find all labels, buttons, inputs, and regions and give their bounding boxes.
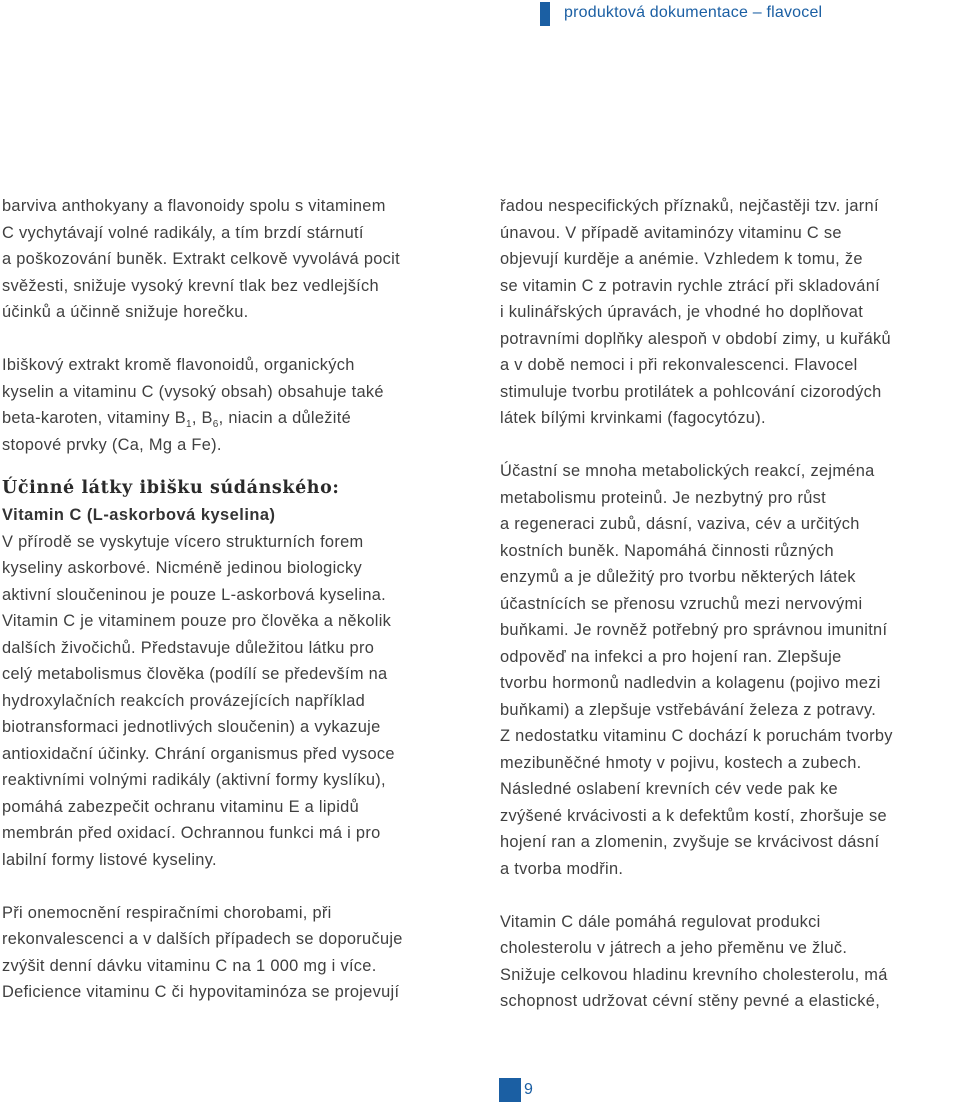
left-para1-line: C vychytávají volné radikály, a tím brzdí stárnutí (2, 223, 364, 242)
left-para3-line: biotransformaci jednotlivých sloučenin) a vykazuje (2, 718, 381, 736)
left-para3-line: labilní formy listové kyseliny. (2, 850, 217, 869)
left-para4-line: Při onemocnění respiračními chorobami, při (2, 903, 332, 922)
left-para4-line: rekonvalescenci a v dalších případech se doporučuje (2, 930, 403, 948)
page-number: 9 (524, 1081, 533, 1098)
left-para3-line: V přírodě se vyskytuje vícero strukturních forem (2, 532, 364, 551)
right-para3-line: cholesterolu v játrech a jeho přeměnu ve žluč. (500, 939, 848, 957)
right-para1-line: i kulinářských úpravách, je vhodné ho doplňovat (500, 303, 864, 321)
left-para3-line: membrán před oxidací. Ochrannou funkci má i pro (2, 824, 381, 842)
left-para3-line: aktivní sloučeninou je pouze L-askorbová kyselina. (2, 585, 387, 604)
left-para3-line: Vitamin C je vitaminem pouze pro člověka a několik (2, 612, 392, 630)
vitamins-mid: , B (191, 409, 213, 427)
right-para3-line: Vitamin C dále pomáhá regulovat produkci (500, 912, 821, 931)
right-para2-line: buňkami. Je rovněž potřebný pro správnou imunitní (500, 621, 888, 639)
header-accent-bar (540, 2, 550, 26)
right-para2-line: zvýšené krvácivosti a k defektům kostí, zhoršuje se (500, 806, 887, 825)
page-header (500, 0, 960, 28)
right-para2-line: enzymů a je důležitý pro tvorbu některých látek (500, 568, 856, 586)
right-para2-line: metabolismu proteinů. Je nezbytný pro růst (500, 488, 826, 507)
left-para3-line: pomáhá zabezpečit ochranu vitaminu E a lipidů (2, 797, 359, 816)
section-subheading: Vitamin C (L-askorbová kyselina) (2, 506, 276, 524)
right-para2-line: buňkami) a zlepšuje vstřebávání železa z potravy. (500, 700, 877, 719)
right-para1-line: řadou nespecifických příznaků, nejčastěji tzv. jarní (500, 197, 879, 215)
right-para2-line: odpověď na infekci a pro hojení ran. Zlepšuje (500, 647, 842, 666)
left-para2-line-vitamins (2, 405, 470, 432)
left-para1-line: účinků a účinně snižuje horečku. (2, 303, 249, 321)
left-para2-line: Ibiškový extrakt kromě flavonoidů, organických (2, 356, 355, 374)
left-para2-line: stopové prvky (Ca, Mg a Fe). (2, 435, 222, 454)
footer-accent-bar (499, 1078, 521, 1102)
right-para1-line: únavou. V případě avitaminózy vitaminu C se (500, 223, 842, 242)
left-para3-line: dalších živočichů. Představuje důležitou látku pro (2, 638, 375, 657)
vitamins-suffix: , niacin a důležité (218, 409, 351, 427)
left-para1-line: barviva anthokyany a flavonoidy spolu s vitaminem (2, 197, 386, 215)
right-para1-line: potravními doplňky alespoň v období zimy, u kuřáků (500, 329, 891, 348)
right-para2-line: hojení ran a zlomenin, zvyšuje se krvácivost dásní (500, 833, 880, 851)
right-para2-line: Účastní se mnoha metabolických reakcí, zejména (500, 462, 875, 480)
vitamins-prefix: beta-karoten, vitaminy B (2, 409, 186, 427)
right-para2-line: kostních buněk. Napomáhá činnosti různých (500, 541, 834, 560)
subscript-6: 6 (212, 419, 219, 430)
right-para2-line: a tvorba modřin. (500, 859, 624, 878)
left-column (2, 193, 470, 1006)
right-para1-line: objevují kurděje a anémie. Vzhledem k tomu, že (500, 250, 863, 268)
subscript-1: 1 (185, 419, 192, 430)
right-para1-line: stimuluje tvorbu protilátek a pohlcování cizorodých (500, 382, 882, 401)
right-para2-line: tvorbu hormonů nadledvin a kolagenu (pojivo mezi (500, 674, 881, 692)
right-para1-line: a v době nemoci i při rekonvalescenci. Flavocel (500, 356, 858, 374)
right-para2-line: Následné oslabení krevních cév vede pak ke (500, 780, 838, 798)
left-para4-line: Deficience vitaminu C či hypovitaminóza se projevují (2, 983, 400, 1001)
right-para2-line: mezibuněčné hmoty v pojivu, kostech a zubech. (500, 753, 862, 772)
left-para2-line: kyselin a vitaminu C (vysoký obsah) obsahuje také (2, 382, 384, 401)
right-para1-line: látek bílými krvinkami (fagocytózu). (500, 409, 766, 427)
right-para2-line: Z nedostatku vitaminu C dochází k poruchám tvorby (500, 727, 893, 745)
left-para3-line: reaktivními volnými radikály (aktivní formy kyslíku), (2, 771, 386, 789)
left-para1-line: a poškozování buněk. Extrakt celkově vyvolává pocit (2, 250, 400, 268)
left-para3-line: hydroxylačních reakcích provázejících například (2, 691, 366, 710)
right-para3-line: schopnost udržovat cévní stěny pevné a elastické, (500, 992, 881, 1010)
left-para3-line: kyseliny askorbové. Nicméně jedinou biologicky (2, 559, 362, 577)
right-para3-line: Snižuje celkovou hladinu krevního cholesterolu, má (500, 965, 888, 984)
right-para2-line: a regeneraci zubů, dásní, vaziva, cév a určitých (500, 515, 860, 533)
header-title: produktová dokumentace – flavocel (564, 4, 823, 21)
left-para4-line: zvýšit denní dávku vitaminu C na 1 000 mg i více. (2, 956, 377, 975)
left-para3-line: antioxidační účinky. Chrání organismus před vysoce (2, 744, 395, 763)
left-para1-line: svěžesti, snižuje vysoký krevní tlak bez vedlejších (2, 276, 379, 295)
section-heading: Účinné látky ibišku súdánského: (2, 478, 340, 498)
left-para3-line: celý metabolismus člověka (podílí se především na (2, 665, 388, 683)
right-para2-line: účastnících se přenosu vzruchů mezi nervovými (500, 594, 863, 613)
right-column (500, 193, 960, 1015)
right-para1-line: se vitamin C z potravin rychle ztrácí při skladování (500, 276, 880, 295)
